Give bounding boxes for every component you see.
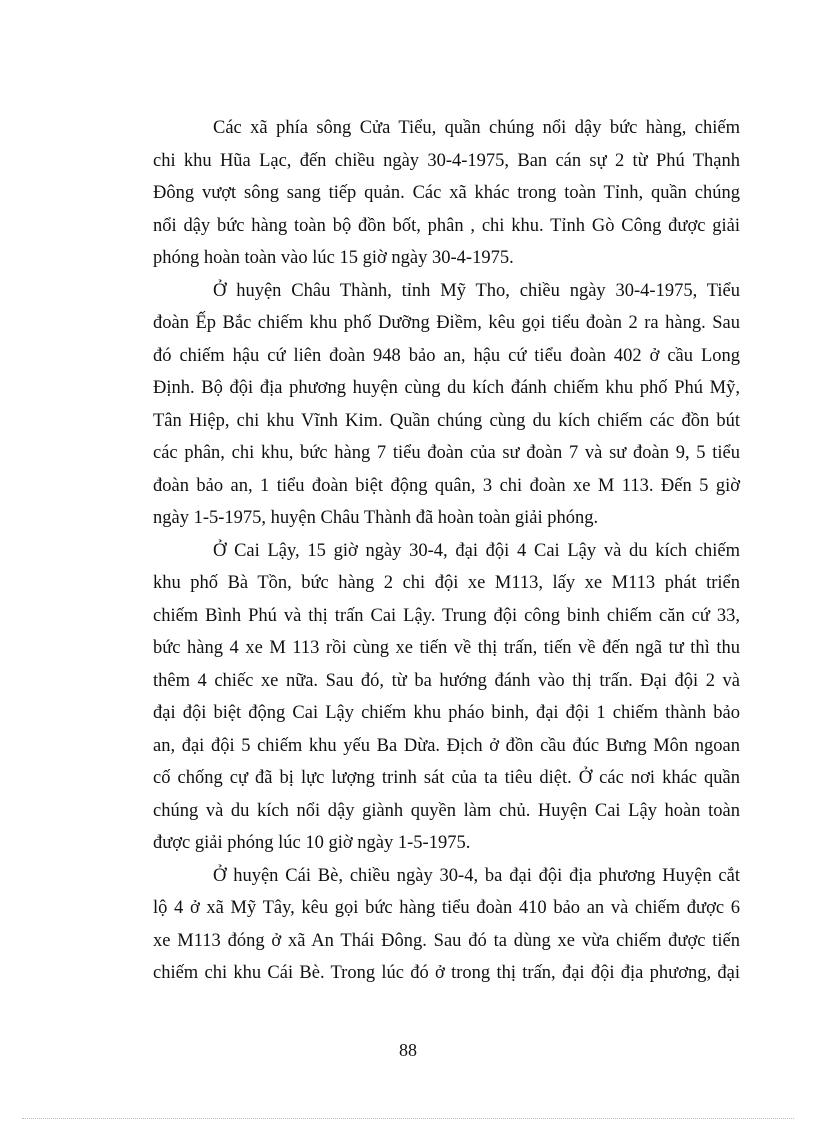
text-line: chiếm Bình Phú và thị trấn Cai Lậy. Trung đội công binh chiếm căn cứ 33, [153,605,740,626]
text-line: nổi dậy bức hàng toàn bộ đồn bốt, phân , chi khu. Tỉnh Gò Công được giải [153,215,740,236]
document-body [153,112,740,990]
text-line: các phân, chi khu, bức hàng 7 tiểu đoàn của sư đoàn 7 và sư đoàn 9, 5 tiểu [153,443,740,463]
paragraph [153,535,740,860]
text-line: Đông vượt sông sang tiếp quản. Các xã khác trong toàn Tỉnh, quần chúng [153,183,740,203]
text-line: chi khu Hũa Lạc, đến chiều ngày 30-4-1975, Ban cán sự 2 từ Phú Thạnh [153,150,740,171]
text-line: Tân Hiệp, chi khu Vĩnh Kim. Quần chúng cùng du kích chiếm các đồn bút [153,410,740,431]
text-line: chiếm chi khu Cái Bè. Trong lúc đó ở trong thị trấn, đại đội địa phương, đại [153,963,740,983]
text-line: đại đội biệt động Cai Lậy chiếm khu pháo binh, đại đội 1 chiếm thành bảo [153,703,740,723]
text-line: được giải phóng lúc 10 giờ ngày 1-5-1975. [153,833,471,853]
text-line: lộ 4 ở xã Mỹ Tây, kêu gọi bức hàng tiểu đoàn 410 bảo an và chiếm được 6 [153,898,740,918]
page-bottom-divider [22,1118,794,1119]
paragraph [153,112,740,275]
text-line: an, đại đội 5 chiếm khu yếu Ba Dừa. Địch ở đồn cầu đúc Bưng Môn ngoan [153,735,740,756]
text-line: Các xã phía sông Cửa Tiểu, quần chúng nổi dậy bức hàng, chiếm [213,118,740,138]
text-line: chúng và du kích nổi dậy giành quyền làm chủ. Huyện Cai Lậy hoàn toàn [153,800,740,821]
text-line: đó chiếm hậu cứ liên đoàn 948 bảo an, hậu cứ tiểu đoàn 402 ở cầu Long [153,345,740,366]
paragraph [153,860,740,990]
text-line: Định. Bộ đội địa phương huyện cùng du kích đánh chiếm khu phố Phú Mỹ, [153,378,740,398]
text-line: đoàn bảo an, 1 tiểu đoàn biệt động quân, 3 chi đoàn xe M 113. Đến 5 giờ [153,475,740,496]
text-line: xe M113 đóng ở xã An Thái Đông. Sau đó ta dùng xe vừa chiếm được tiến [153,930,740,951]
paragraph [153,275,740,535]
text-line: đoàn Ếp Bắc chiếm khu phố Dưỡng Điềm, kêu gọi tiểu đoàn 2 ra hàng. Sau [153,313,740,333]
text-line: phóng hoàn toàn vào lúc 15 giờ ngày 30-4-1975. [153,248,514,268]
text-line: khu phố Bà Tồn, bức hàng 2 chi đội xe M113, lấy xe M113 phát triển [153,573,740,593]
text-line: Ở huyện Châu Thành, tỉnh Mỹ Tho, chiều ngày 30-4-1975, Tiểu [213,280,740,301]
text-line: thêm 4 chiếc xe nữa. Sau đó, từ ba hướng đánh vào thị trấn. Đại đội 2 và [153,670,740,691]
text-line: ngày 1-5-1975, huyện Châu Thành đã hoàn toàn giải phóng. [153,508,599,528]
text-line: bức hàng 4 xe M 113 rồi cùng xe tiến về thị trấn, tiến về đến ngã tư thì thu [153,638,740,658]
text-line: Ở Cai Lậy, 15 giờ ngày 30-4, đại đội 4 Cai Lậy và du kích chiếm [213,540,740,561]
page-number: 88 [399,1040,417,1060]
text-line: cố chống cự đã bị lực lượng trinh sát của ta tiêu diệt. Ở các nơi khác quần [153,768,740,788]
text-line: Ở huyện Cái Bè, chiều ngày 30-4, ba đại đội địa phương Huyện cắt [213,865,740,886]
